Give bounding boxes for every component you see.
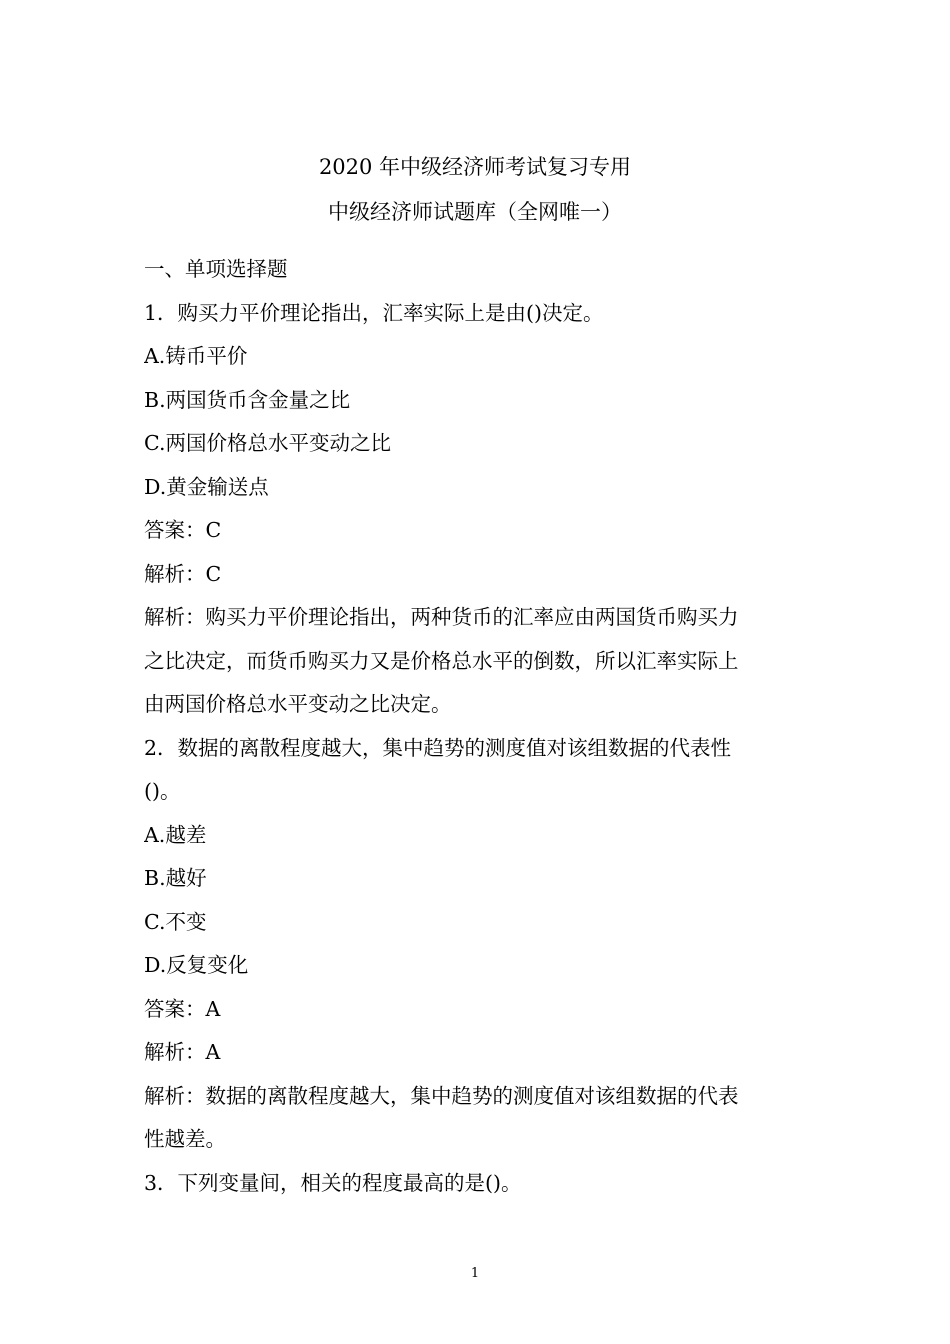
question-2-explanation-line: 解析：数据的离散程度越大，集中趋势的测度值对该组数据的代表 [144,1083,739,1108]
document-title: 2020 年中级经济师考试复习专用 [318,155,632,179]
question-1-analysis-label: 解析：C [144,561,222,586]
question-1-option-d: D.黄金输送点 [144,474,269,499]
document-subtitle-wrap [0,197,950,227]
question-2-stem-continued: ()。 [144,779,181,803]
question-2-option-c: C.不变 [144,909,207,934]
question-1-explanation-line: 由两国价格总水平变动之比决定。 [144,692,452,716]
question-2-explanation-line: 性越差。 [144,1127,226,1151]
question-3-stem: 3．下列变量间，相关的程度最高的是()。 [144,1170,522,1195]
question-2-analysis-label: 解析：A [144,1040,221,1064]
question-2-option-a: A.越差 [144,822,207,847]
question-1-explanation-line: 解析：购买力平价理论指出，两种货币的汇率应由两国货币购买力 [144,605,739,629]
question-1-stem: 1．购买力平价理论指出，汇率实际上是由()决定。 [144,300,604,325]
question-1-option-a: A.铸币平价 [144,344,248,368]
question-1-option-b: B.两国货币含金量之比 [144,387,351,412]
document-body [144,248,814,1205]
question-2-answer: 答案：A [144,996,221,1021]
question-2-stem: 2．数据的离散程度越大，集中趋势的测度值对该组数据的代表性 [144,735,732,760]
section-heading: 一、单项选择题 [144,257,288,281]
question-2-option-d: D.反复变化 [144,953,249,977]
question-1-option-c: C.两国价格总水平变动之比 [144,431,391,455]
question-1-explanation-line: 之比决定，而货币购买力又是价格总水平的倒数，所以汇率实际上 [144,648,739,673]
page-number: 1 [470,1266,480,1281]
document-title-wrap [0,152,950,182]
document-subtitle: 中级经济师试题库（全网唯一） [328,200,622,224]
question-1-answer: 答案：C [144,518,222,542]
question-2-option-b: B.越好 [144,866,207,890]
